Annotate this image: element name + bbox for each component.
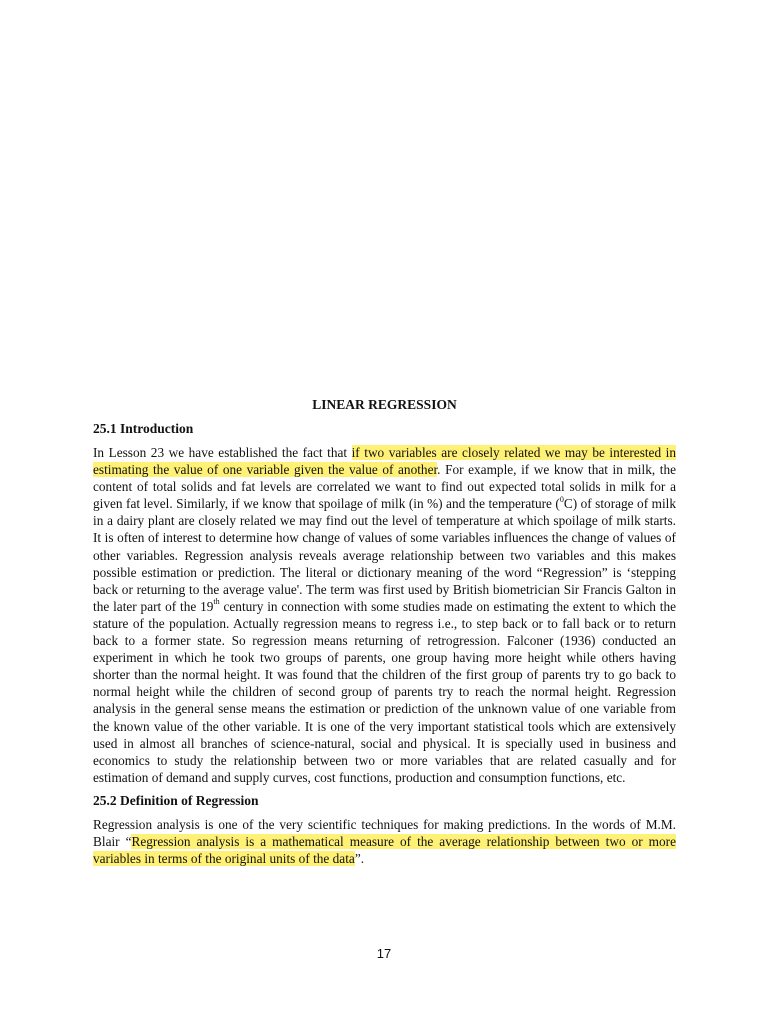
page-number: 17 [376, 946, 392, 961]
section-heading-introduction: 25.1 Introduction [93, 421, 194, 436]
introduction-paragraph [93, 444, 676, 786]
page-content [93, 396, 676, 873]
superscript-th: th [213, 597, 220, 607]
document-title: LINEAR REGRESSION [312, 397, 457, 412]
paragraph-text: ”. [354, 851, 365, 867]
section-heading-definition: 25.2 Definition of Regression [93, 792, 259, 808]
superscript-degree: 0 [559, 494, 564, 504]
highlighted-text: Regression analysis is a mathematical measure of the average relationship between two or more variables in terms of the original units of the data [93, 833, 676, 867]
paragraph-text: . For example, if we know that in milk, the content of total solids and fat levels are correlated we want to find out expected total solids in milk for a given fat level. Similarly, if we know that spoilage of milk (in %) and the temperature ( [93, 462, 676, 512]
highlighted-text: if two variables are closely related we may be interested in estimating the value of one variable given the value of another [93, 445, 676, 478]
definition-paragraph [93, 816, 676, 867]
paragraph-text: century in connection with some studies made on estimating the extent to which the stature of the population. Actually regression means to regress i.e., to step back or to fall back or to return back to a former state. So regression means returning of retrogression. Falconer (1936) conducted an experiment in which he took two groups of parents, one group having more height while others having shorter than the normal height. It was found that the children of the first group of parents try to go back to normal height while the children of second group of parents try to reach the normal height. Regression analysis in the general sense means the estimation or prediction of the unknown value of one variable from the known value of the other variable. It is one of the very important statistical tools which are extensively used in almost all branches of science-natural, social and physical. It is specially used in business and economics to study the relationship between two or more variables that are related casually and for estimation of demand and supply curves, cost functions, production and consumption functions, etc. [93, 598, 676, 785]
paragraph-text: C) of storage of milk in a dairy plant are closely related we may find out the level of temperature at which spoilage of milk starts. It is often of interest to determine how change of values of some variables influences the change of values of other variables. Regression analysis reveals average relationship between two variables and this makes possible estimation or prediction. The literal or dictionary meaning of the word “Regression” is ‘stepping back or returning to the average value'. The term was first used by British biometrician Sir Francis Galton in the later part of the 19 [93, 496, 676, 614]
paragraph-text: In Lesson 23 we have established the fact that [93, 445, 352, 460]
paragraph-text: Regression analysis is one of the very scientific techniques for making predictions. In the words of M.M. Blair “ [93, 816, 676, 849]
